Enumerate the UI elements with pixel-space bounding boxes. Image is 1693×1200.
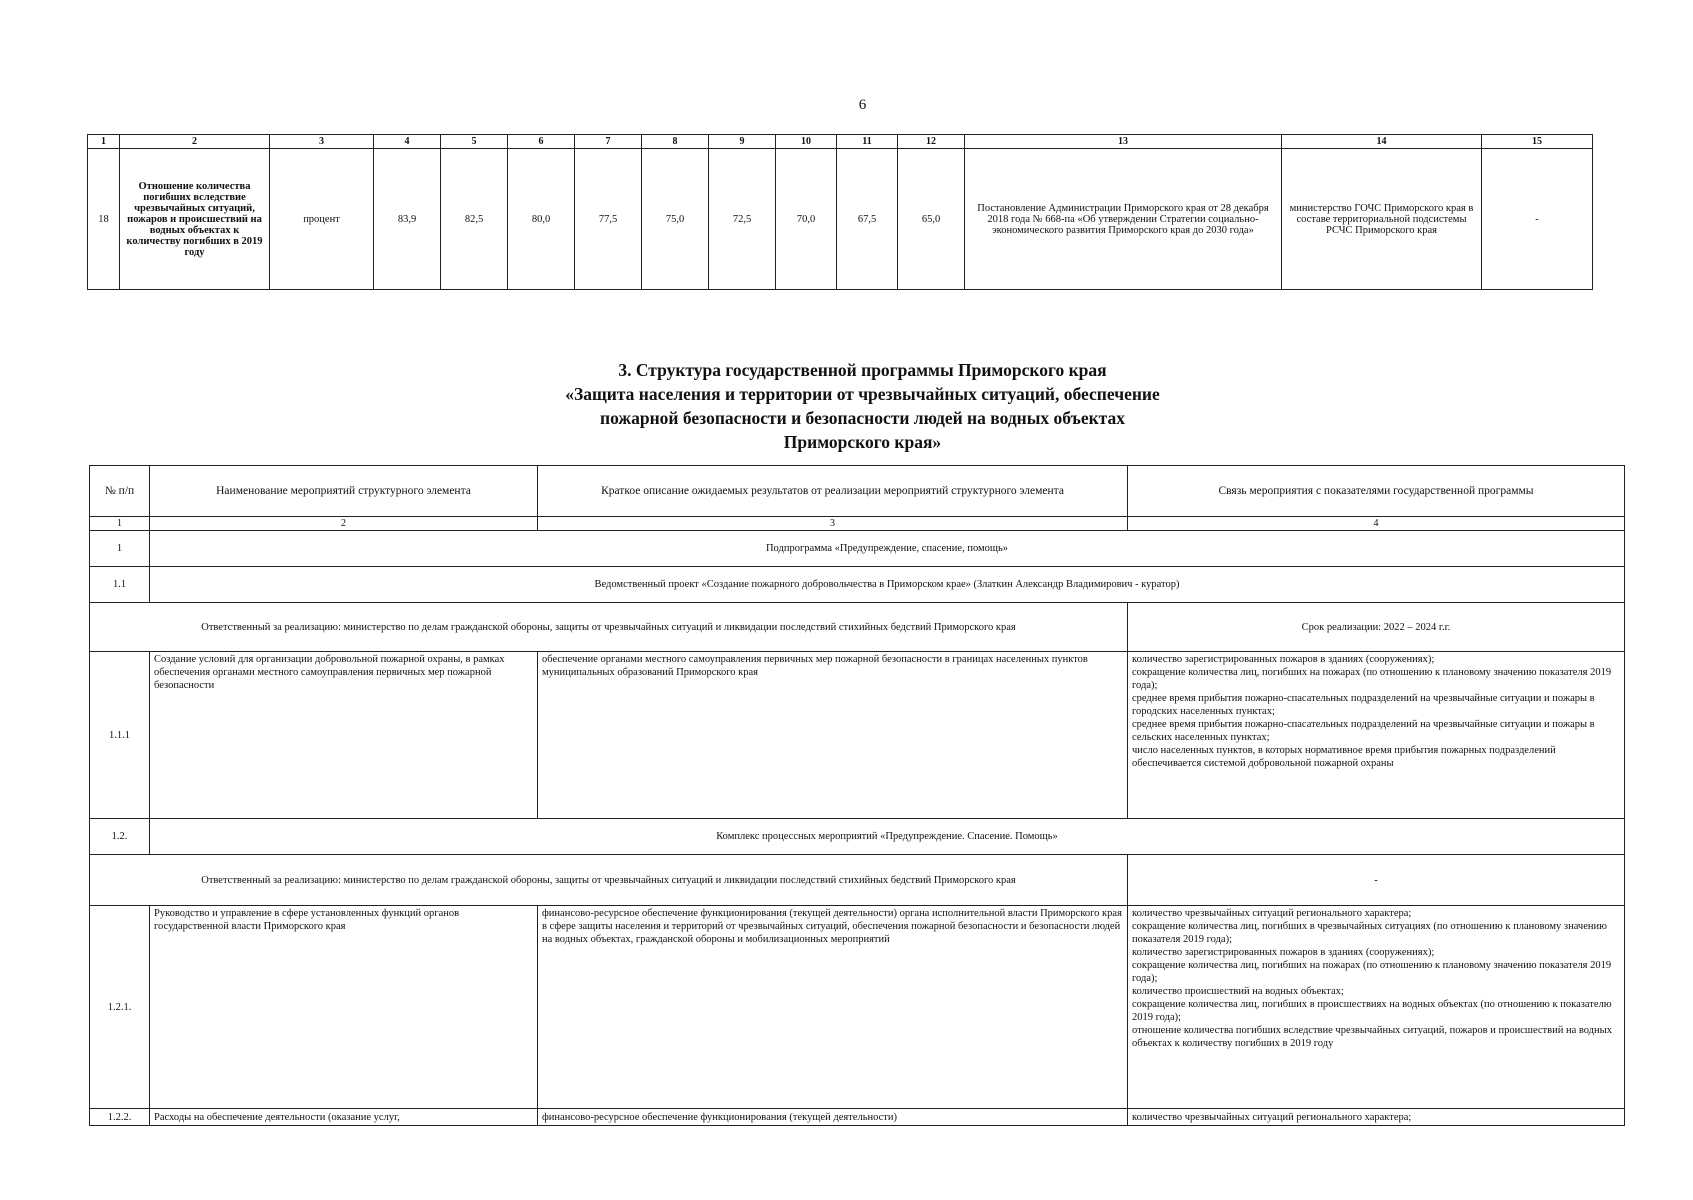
value-cell: 80,0 <box>508 149 575 290</box>
row-number: 1.1.1 <box>90 652 150 819</box>
header-name: Наименование мероприятий структурного элемента <box>150 466 538 517</box>
column-number: 2 <box>120 135 270 149</box>
column-number: 3 <box>270 135 374 149</box>
header-num: № п/п <box>90 466 150 517</box>
activity-description: финансово-ресурсное обеспечение функционирования (текущей деятельности) <box>538 1109 1128 1126</box>
period-text: Срок реализации: 2022 – 2024 г.г. <box>1128 603 1625 652</box>
column-number: 8 <box>642 135 709 149</box>
section-title <box>0 358 1693 454</box>
section-title-line: пожарной безопасности и безопасности людей на водных объектах <box>600 408 1125 428</box>
table-row <box>90 855 1625 906</box>
header-description: Краткое описание ожидаемых результатов от реализации мероприятий структурного элемента <box>538 466 1128 517</box>
table-header-row <box>90 466 1625 517</box>
value-cell: 77,5 <box>575 149 642 290</box>
column-number: 9 <box>709 135 776 149</box>
subprogram-title: Подпрограмма «Предупреждение, спасение, помощь» <box>150 531 1625 567</box>
column-number-row <box>90 517 1625 531</box>
column-number: 13 <box>965 135 1282 149</box>
row-number: 18 <box>88 149 120 290</box>
column-number: 4 <box>1128 517 1625 531</box>
table-row <box>90 819 1625 855</box>
table-row <box>90 906 1625 1109</box>
page-number: 6 <box>858 97 867 113</box>
complex-title: Комплекс процессных мероприятий «Предупреждение. Спасение. Помощь» <box>150 819 1625 855</box>
table-row <box>90 603 1625 652</box>
column-number: 6 <box>508 135 575 149</box>
empty-cell: - <box>1482 149 1593 290</box>
row-number: 1.2. <box>90 819 150 855</box>
value-cell: 70,0 <box>776 149 837 290</box>
column-number: 11 <box>837 135 898 149</box>
activity-description: обеспечение органами местного самоуправления первичных мер пожарной безопасности в границах населенных пунктов муниципальных образований Приморского края <box>538 652 1128 819</box>
activity-description: финансово-ресурсное обеспечение функционирования (текущей деятельности) органа исполнительной власти Приморского края в сфере защиты населения и территорий от чрезвычайных ситуаций, обеспечения пожарной безопасности и безопасности людей на водных объектах, гражданской обороны и мобилизационных мероприятий <box>538 906 1128 1109</box>
column-number: 12 <box>898 135 965 149</box>
value-cell: 72,5 <box>709 149 776 290</box>
table-row <box>90 652 1625 819</box>
value-cell: 75,0 <box>642 149 709 290</box>
program-structure-table <box>89 465 1625 1126</box>
responsible-text: Ответственный за реализацию: министерство по делам гражданской обороны, защиты от чрезвычайных ситуаций и ликвидации последствий стихийных бедствий Приморского края <box>90 855 1128 906</box>
column-number: 5 <box>441 135 508 149</box>
period-text: - <box>1128 855 1625 906</box>
indicator-link: количество чрезвычайных ситуаций регионального характера; сокращение количества лиц, погибших в чрезвычайных ситуациях (по отношению к плановому значению показателя 2019 года); количество зарегистрированных пожаров в зданиях (сооружениях); сокращение количества лиц, погибших на пожарах (по отношению к плановому значению показателя 2019 года); количество происшествий на водных объектах; сокращение количества лиц, погибших в происшествиях на водных объектах (по отношению к показателю 2019 года); отношение количества погибших вследствие чрезвычайных ситуаций, пожаров и происшествий на водных объектах к количеству погибших в 2019 году <box>1128 906 1625 1109</box>
column-number: 1 <box>88 135 120 149</box>
column-number: 14 <box>1282 135 1482 149</box>
table-row <box>88 149 1593 290</box>
activity-name: Расходы на обеспечение деятельности (оказание услуг, <box>150 1109 538 1126</box>
column-number: 15 <box>1482 135 1593 149</box>
table-row <box>90 531 1625 567</box>
indicator-link: количество зарегистрированных пожаров в зданиях (сооружениях); сокращение количества лиц, погибших на пожарах (по отношению к плановому значению показателя 2019 года); среднее время прибытия пожарно-спасательных подразделений на чрезвычайные ситуации и пожары в городских населенных пунктах; среднее время прибытия пожарно-спасательных подразделений на чрезвычайные ситуации и пожары в сельских населенных пунктах; число населенных пунктов, в которых нормативное время прибытия пожарных подразделений обеспечивается системой добровольной пожарной охраны <box>1128 652 1625 819</box>
column-number: 7 <box>575 135 642 149</box>
indicator-link: количество чрезвычайных ситуаций регионального характера; <box>1128 1109 1625 1126</box>
source-document-cell: Постановление Администрации Приморского края от 28 декабря 2018 года № 668-па «Об утверждении Стратегии социально-экономического развития Приморского края до 2030 года» <box>965 149 1282 290</box>
responsible-text: Ответственный за реализацию: министерство по делам гражданской обороны, защиты от чрезвычайных ситуаций и ликвидации последствий стихийных бедствий Приморского края <box>90 603 1128 652</box>
row-number: 1.2.2. <box>90 1109 150 1126</box>
value-cell: 82,5 <box>441 149 508 290</box>
activity-name: Создание условий для организации добровольной пожарной охраны, в рамках обеспечения органами местного самоуправления первичных мер пожарной безопасности <box>150 652 538 819</box>
section-title-line: «Защита населения и территории от чрезвычайных ситуаций, обеспечение <box>565 384 1160 404</box>
section-title-line: Приморского края» <box>783 432 942 452</box>
value-cell: 65,0 <box>898 149 965 290</box>
table-header-row <box>88 135 1593 149</box>
row-number: 1 <box>90 531 150 567</box>
row-number: 1.1 <box>90 567 150 603</box>
column-number: 2 <box>150 517 538 531</box>
table-row <box>90 1109 1625 1126</box>
indicator-name: Отношение количества погибших вследствие чрезвычайных ситуаций, пожаров и происшествий на водных объектах к количеству погибших в 2019 году <box>120 149 270 290</box>
value-cell: 67,5 <box>837 149 898 290</box>
responsible-cell: министерство ГОЧС Приморского края в составе территориальной подсистемы РСЧС Приморского края <box>1282 149 1482 290</box>
project-title: Ведомственный проект «Создание пожарного добровольчества в Приморском крае» (Златкин Александр Владимирович - куратор) <box>150 567 1625 603</box>
column-number: 1 <box>90 517 150 531</box>
column-number: 4 <box>374 135 441 149</box>
indicators-table <box>87 134 1593 290</box>
value-cell: 83,9 <box>374 149 441 290</box>
column-number: 10 <box>776 135 837 149</box>
section-title-line: 3. Структура государственной программы Приморского края <box>618 360 1107 380</box>
column-number: 3 <box>538 517 1128 531</box>
unit-cell: процент <box>270 149 374 290</box>
header-link: Связь мероприятия с показателями государственной программы <box>1128 466 1625 517</box>
activity-name: Руководство и управление в сфере установленных функций органов государственной власти Приморского края <box>150 906 538 1109</box>
table-row <box>90 567 1625 603</box>
row-number: 1.2.1. <box>90 906 150 1109</box>
